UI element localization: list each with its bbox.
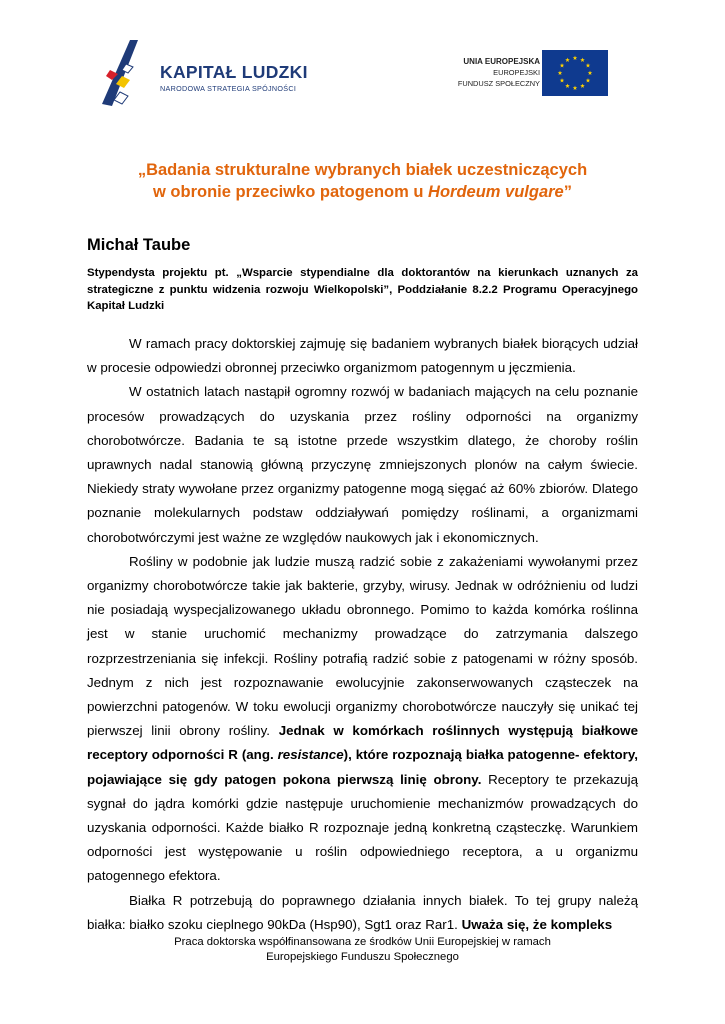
title-species: Hordeum vulgare — [428, 183, 564, 201]
paragraph-3-bold-1: Jednak w komórkach roślinnych występują białkowe receptory odporności R (ang. — [87, 723, 638, 763]
author-name: Michał Taube — [87, 236, 191, 254]
footer-line-1: Praca doktorska współfinansowana ze środków Unii Europejskiej w ramach — [174, 936, 551, 948]
kapital-ludzki-logo — [100, 40, 320, 108]
paragraph-2: W ostatnich latach nastąpił ogromny rozwój w badaniach mających na celu poznanie procesów prowadzących do uzyskania przez rośliny odporności na organizmy chorobotwórcze. Badania te są istotne przede wszystkim dlatego, że choroby roślin uprawnych nadal stanowią główną przyczynę zmniejszonych plonów na całym świecie. Niekiedy straty wywołane przez organizmy patogenne mogą sięgać aż 60% zbiorów. Dlatego poznanie molekularnych podstaw oddziaływań pomiędzy roślinami, a organizmami chorobotwórczymi jest ważne ze względów naukowych jak i ekonomicznych. — [87, 384, 638, 545]
paragraph-1: W ramach pracy doktorskiej zajmuję się badaniem wybranych białek biorących udział w procesie odpowiedzi obronnej przeciwko organizmom patogennym u jęczmienia. — [87, 336, 638, 376]
title-line-2-prefix: w obronie przeciwko patogenom u — [153, 183, 429, 201]
paragraph-4 — [87, 889, 638, 937]
grant-statement: Stypendysta projektu pt. „Wsparcie stypendialne dla doktorantów na kierunkach uznanych za strategiczne z punktu widzenia rozwoju Wielkopolski”, Poddziałanie 8.2.2 Programu Operacyjnego Kapitał Ludzki — [87, 267, 638, 312]
eu-flag-icon — [542, 50, 608, 96]
title-line-2 — [0, 181, 725, 203]
title-line-1: „Badania strukturalne wybranych białek uczestniczących — [137, 161, 588, 179]
paragraph-4-part-a: Białka R potrzebują do poprawnego działania innych białek. To tej grupy należą białka: białko szoku cieplnego 90kDa (Hsp90), Sgt1 oraz Rar1. — [87, 892, 638, 932]
eu-line2: EUROPEJSKI — [493, 68, 540, 77]
footer-line-2: Europejskiego Funduszu Społecznego — [266, 951, 459, 963]
paragraph-3-bold-italic: resistance — [277, 747, 344, 763]
eu-logo-text — [458, 56, 540, 89]
paragraph-3-part-b: Receptory te przekazują sygnał do jądra komórki gdzie następuje uruchomienie mechanizmów prowadzących do uzyskania odporności. Każde białko R rozpoznaje jedną konkretną cząsteczkę. Warunkiem odporności jest występowanie u roślin odpowiedniego receptora, a u organizmu patogennego efektora. — [87, 771, 638, 884]
paragraph-4-bold: Uważa się, że kompleks — [461, 916, 613, 932]
eu-line1: UNIA EUROPEJSKA — [463, 57, 540, 66]
paragraph-3-bold-2: ), które rozpoznają białka patogenne- efektory, pojawiające się gdy patogen pokona pierwszą linię obrony. — [87, 747, 639, 787]
paragraph-3-part-a: Rośliny w podobnie jak ludzie muszą radzić sobie z zakażeniami wywołanymi przez organizmy chorobotwórcze takie jak bakterie, grzyby, wirusy. Jednak w odróżnieniu od ludzi nie posiadają wyspecjalizowanego układu obronnego. Pomimo to każda komórka roślinna jest w stanie uruchomić mechanizmy prowadzące do zatrzymania dalszego rozprzestrzeniania się infekcji. Rośliny potrafią radzić sobie z patogenami w różny sposób. Jednym z nich jest rozpoznawanie ewolucyjnie zakonserwowanych cząsteczek na powierzchni patogenów. W toku ewolucji organizmy chorobotwórcze nauczyły się unikać tej pierwszej linii obrony rośliny. — [87, 553, 638, 739]
kapital-ludzki-mark-icon — [100, 40, 152, 106]
kapital-ludzki-subtitle: NARODOWA STRATEGIA SPÓJNOŚCI — [160, 84, 297, 93]
body-text — [87, 332, 638, 937]
eu-line3: FUNDUSZ SPOŁECZNY — [457, 79, 540, 88]
paragraph-3 — [87, 550, 638, 889]
kapital-ludzki-title: KAPITAŁ LUDZKI — [160, 62, 308, 82]
page-footer — [0, 935, 725, 965]
title-line-2-suffix: ” — [563, 183, 572, 201]
eu-logo — [432, 50, 612, 98]
document-title — [0, 159, 725, 203]
